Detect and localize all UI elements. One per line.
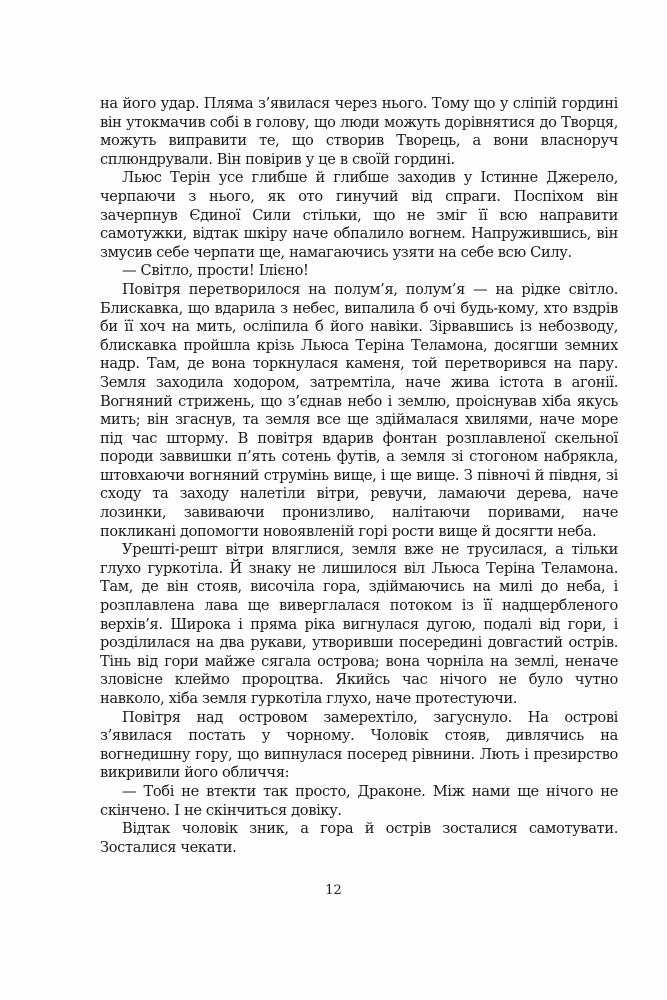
paragraph: Урешті-решт вітри вляглися, земля вже не трусилася, а тільки глухо гуркотіла. Й знаку не лишилося віл Льюса Теріна Теламона. Там, де він стояв, височіла гора, здіймаючись на милі до неба, і розплавлена лава ще виверглалася потоком із її надщербленого верхів’я. Широка і пряма ріка вигнулася дугою, подалі від гори, і розділилася на два рукави, утворивши посередині довгастий острів. Тінь від гори майже сягала острова; вона чорніла на землі, неначе зловісне клеймо пророцтва. Якийсь час нічого не було чутно навколо, хіба земля гуркотіла глухо, наче протестуючи. bbox=[100, 541, 618, 707]
body-text bbox=[100, 95, 618, 857]
paragraph: Льюс Терін усе глибше й глибше заходив у Істинне Джерело, черпаючи з нього, як ото гинучий від спраги. Поспіхом він зачерпнув Єдиної Сили стільки, що не зміг її всю направити самотужки, відтак шкіру наче обпалило вогнем. Напружившись, він змусив себе черпати ще, намагаючись узяти на себе всю Силу. bbox=[100, 169, 618, 261]
paragraph-continuation: на його удар. Пляма з’явилася через нього. Тому що у сліпій гордині він утокмачив собі в голову, що люди можуть дорівнятися до Творця, можуть виправити те, що створив Творець, а вони власноруч сплюндрували. Він повірив у це в своїй гордині. bbox=[100, 95, 618, 168]
dialogue-line: — Світло, прости! Ілієно! bbox=[122, 262, 309, 280]
page-number: 12 bbox=[325, 883, 342, 898]
paragraph: Повітря над островом замерехтіло, загуснуло. На острові з’явилася постать у чорному. Чоловік стояв, дивлячись на вогнедишну гору, що випнулася посеред рівнини. Лють і презирство викривили його обличчя: bbox=[100, 708, 618, 782]
paragraph: Повітря перетворилося на полум’я, полум’я — на рідке світло. Блискавка, що вдарила з небес, випалила б очі будь-кому, хто вздрів би її хоч на мить, осліпила б його навіки. Зірвавшись із небозводу, блискавка пройшла крізь Льюса Теріна Теламона, досягши земних надр. Там, де вона торкнулася каменя, той перетворився на пару. Земля заходила ходором, затремтіла, наче жива істота в агонії. Вогняний стрижень, що з’єднав небо і землю, проіснував хіба якусь мить; він згаснув, та земля все ще здіймалася хвилями, наче море під час шторму. В повітря вдарив фонтан розплавленої скельної породи заввишки п’ять сотень футів, а земля зі стогоном набрякла, штовхаючи вогняний струмінь вище, і ще вище. З півночі й півдня, зі сходу та заходу налетіли вітри, ревучи, ламаючи дерева, наче лозинки, завиваючи пронизливо, налітаючи поривами, наче покликані допомогти новоявленій горі рости вище й досягти неба. bbox=[100, 280, 618, 540]
dialogue-line: — Тобі не втекти так просто, Драконе. Між нами ще нічого не скінчено. І не скінчиться довіку. bbox=[100, 782, 618, 819]
paragraph: Відтак чоловік зник, а гора й острів зосталися самотувати. Зосталися чекати. bbox=[100, 820, 618, 856]
